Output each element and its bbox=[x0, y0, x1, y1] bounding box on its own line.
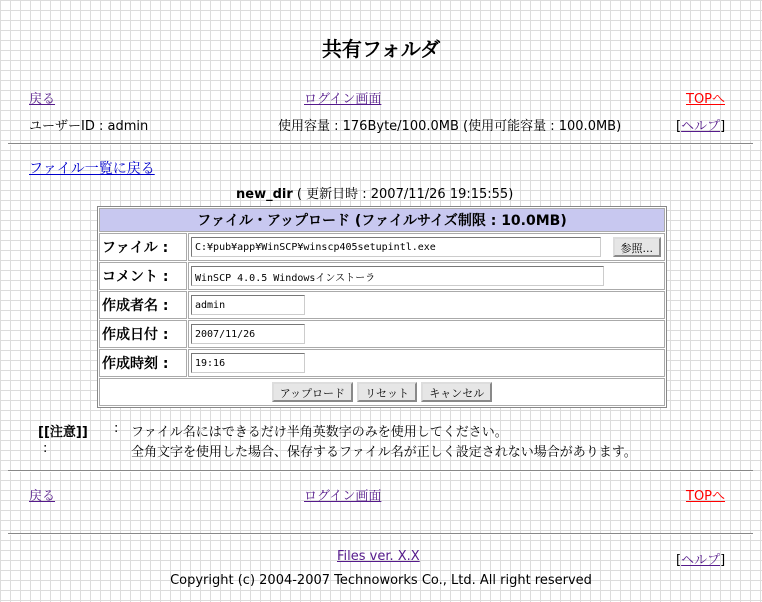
help-link-bottom[interactable]: ヘルプ bbox=[681, 553, 721, 568]
help-link[interactable]: ヘルプ bbox=[681, 119, 721, 134]
notice-line2: 全角文字を使用した場合、保存するファイル名が正しく設定されない場合があります。 bbox=[131, 445, 637, 460]
time-label: 作成時刻 : bbox=[99, 349, 187, 377]
file-list-back-link[interactable]: ファイル一覧に戻る bbox=[29, 161, 155, 177]
date-cell bbox=[188, 320, 665, 348]
upload-button[interactable]: アップロード bbox=[272, 382, 353, 402]
divider bbox=[8, 470, 753, 472]
date-label: 作成日付 : bbox=[99, 320, 187, 348]
help-bracket-open: [ bbox=[676, 119, 682, 134]
file-label: ファイル : bbox=[99, 233, 187, 261]
help-bracket-close: ] bbox=[720, 553, 726, 568]
author-input[interactable] bbox=[191, 295, 305, 315]
button-row bbox=[99, 378, 665, 406]
date-input[interactable] bbox=[191, 324, 305, 344]
dir-updated: ( 更新日時 : 2007/11/26 19:15:55) bbox=[296, 187, 514, 202]
usage-text: 使用容量 : 176Byte/100.0MB (使用可能容量 : 100.0MB) bbox=[278, 119, 622, 134]
divider bbox=[8, 143, 753, 145]
user-id: ユーザーID : admin bbox=[29, 119, 149, 134]
comment-cell bbox=[188, 262, 665, 290]
form-header: ファイル・アップロード (ファイルサイズ制限 : 10.0MB) bbox=[99, 208, 665, 232]
comment-label: コメント : bbox=[99, 262, 187, 290]
dir-name: new_dir bbox=[236, 187, 293, 202]
login-link[interactable]: ログイン画面 bbox=[304, 92, 382, 107]
reset-button[interactable]: リセット bbox=[357, 382, 417, 402]
page-title: 共有フォルダ bbox=[321, 37, 441, 61]
version-link[interactable]: Files ver. X.X bbox=[337, 549, 420, 564]
login-link-bottom[interactable]: ログイン画面 bbox=[304, 489, 382, 504]
cancel-button[interactable]: キャンセル bbox=[421, 382, 492, 402]
time-input[interactable] bbox=[191, 353, 305, 373]
top-link-bottom[interactable]: TOPへ bbox=[686, 489, 726, 504]
notice-line1: ファイル名にはできるだけ半角英数字のみを使用してください。 bbox=[131, 425, 508, 440]
help-group bbox=[676, 115, 725, 134]
file-input[interactable] bbox=[191, 237, 601, 257]
help-group-bottom bbox=[676, 549, 725, 568]
file-cell bbox=[188, 233, 665, 261]
browse-button[interactable]: 参照... bbox=[613, 237, 662, 257]
notice-colon: : bbox=[43, 441, 48, 456]
back-link-bottom[interactable]: 戻る bbox=[29, 489, 56, 504]
comment-input[interactable] bbox=[191, 266, 604, 286]
copyright: Copyright (c) 2004-2007 Technoworks Co., Ltd. All right reserved bbox=[170, 573, 592, 588]
dir-info bbox=[236, 183, 513, 202]
notice-label: [[注意]] bbox=[38, 425, 88, 440]
top-link[interactable]: TOPへ bbox=[686, 92, 726, 107]
divider bbox=[8, 533, 753, 535]
author-label: 作成者名 : bbox=[99, 291, 187, 319]
author-cell bbox=[188, 291, 665, 319]
help-bracket-close: ] bbox=[720, 119, 726, 134]
notice-colon-2: : bbox=[114, 421, 119, 436]
help-bracket-open: [ bbox=[676, 553, 682, 568]
back-link[interactable]: 戻る bbox=[29, 92, 56, 107]
time-cell bbox=[188, 349, 665, 377]
upload-form bbox=[97, 206, 667, 408]
